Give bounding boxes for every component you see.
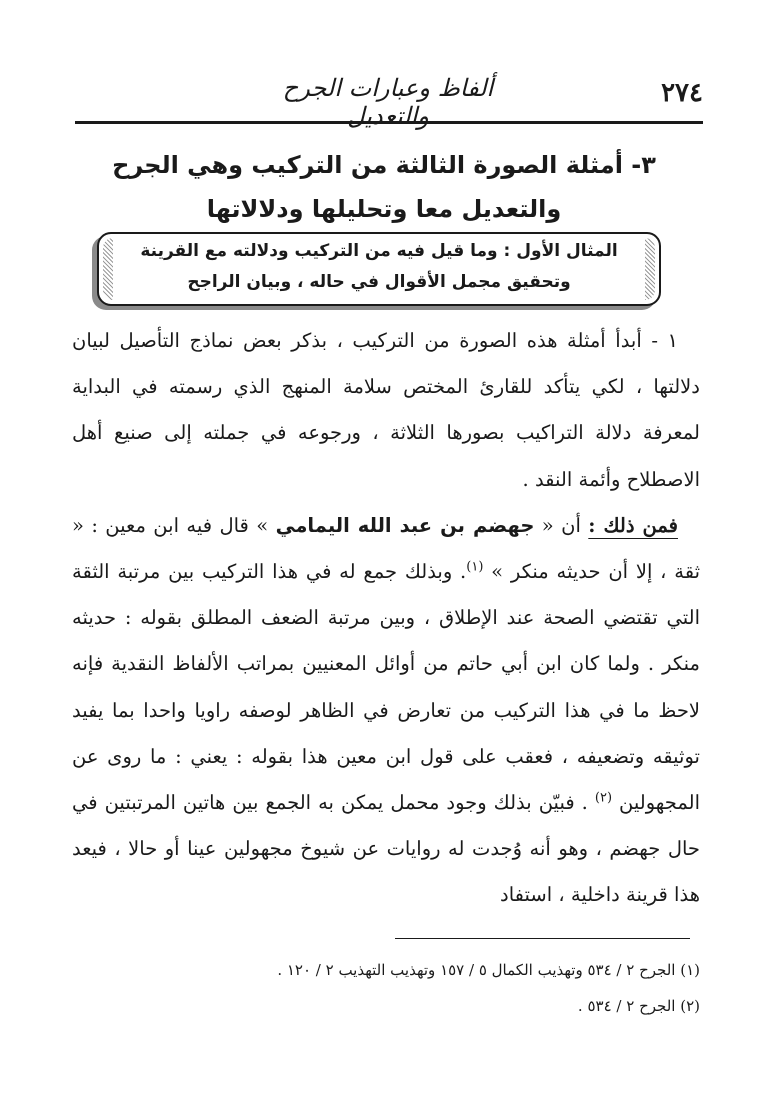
- page-number: ٢٧٤: [661, 78, 703, 108]
- example-heading-line-1: المثال الأول : وما قيل فيه من التركيب ودلالته مع القرينة: [140, 241, 618, 261]
- page-header: [75, 72, 703, 130]
- section-heading-line-1: ٣- أمثلة الصورة الثالثة من التركيب وهي الجرح: [112, 151, 656, 179]
- paragraph-1: [72, 318, 700, 503]
- header-rule: [75, 121, 703, 124]
- paragraph-2-text-b: » قال فيه ابن معين : « ثقة ، إلا أن حديثه منكر »: [72, 513, 700, 584]
- footnotes: [72, 952, 700, 1024]
- footnote-1: (١) الجرح ٢ / ٥٣٤ وتهذيب الكمال ٥ / ١٥٧ وتهذيب التهذيب ٢ / ١٢٠ .: [277, 961, 700, 979]
- paragraph-2-text-d: . فبيّن بذلك وجود محمل يمكن به الجمع بين هاتين المرتبتين في حال جهضم ، وهو أنه وُجدت له روايات عن شيوخ مجهولين عينا أو حالا ، فيعد هذا قرينة داخلية ، استفاد: [72, 791, 700, 907]
- footnote-ref-1[interactable]: (١): [466, 559, 484, 575]
- footnote-2: (٢) الجرح ٢ / ٥٣٤ .: [577, 997, 700, 1015]
- running-title: ألفاظ وعبارات الجرح والتعديل: [282, 74, 494, 130]
- example-heading-line-2: وتحقيق مجمل الأقوال في حاله ، وبيان الراجح: [187, 272, 571, 292]
- narrator-name: جهضم بن عبد الله اليمامي: [275, 513, 535, 537]
- paragraph-2-text-c: . وبذلك جمع له في هذا التركيب بين مرتبة الثقة التي تقتضي الصحة عند الإطلاق ، وبين مرتبة الضعف المطلق بقوله : حديثه منكر . ولما كان ابن أبي حاتم من أوائل المعنيين بمراتب الألفاظ النقدية فإنه لاحظ ما في هذا التركيب من تعارض في الظاهر لوصفه راويا واحدا بما يفيد توثيقه وتضعيفه ، فعقب على قول ابن معين هذا بقوله : يعني : ما روى عن المجهولين: [72, 560, 700, 815]
- example-heading-box: [97, 232, 661, 306]
- footnote-separator: [395, 938, 690, 939]
- section-heading-line-2: والتعديل معا وتحليلها ودلالاتها: [206, 195, 562, 223]
- footnote-ref-2[interactable]: (٢): [594, 790, 613, 806]
- example-heading: [121, 236, 637, 298]
- body-text: [72, 318, 700, 919]
- paragraph-lead: فمن ذلك :: [588, 513, 678, 537]
- section-heading: [70, 143, 698, 231]
- paragraph-2-text-a: أن «: [534, 513, 589, 537]
- paragraph-1-text: ١ - أبدأ أمثلة هذه الصورة من التركيب ، بذكر بعض نماذج التأصيل لبيان دلالتها ، لكي يتأكد للقارئ المختص سلامة المنهج الذي رسمته في البداية لمعرفة دلالة التراكيب بصورها الثلاثة ، ورجوعه في جملته إلى صنيع أهل الاصطلاح وأئمة النقد .: [72, 329, 700, 491]
- paragraph-2: [72, 503, 700, 919]
